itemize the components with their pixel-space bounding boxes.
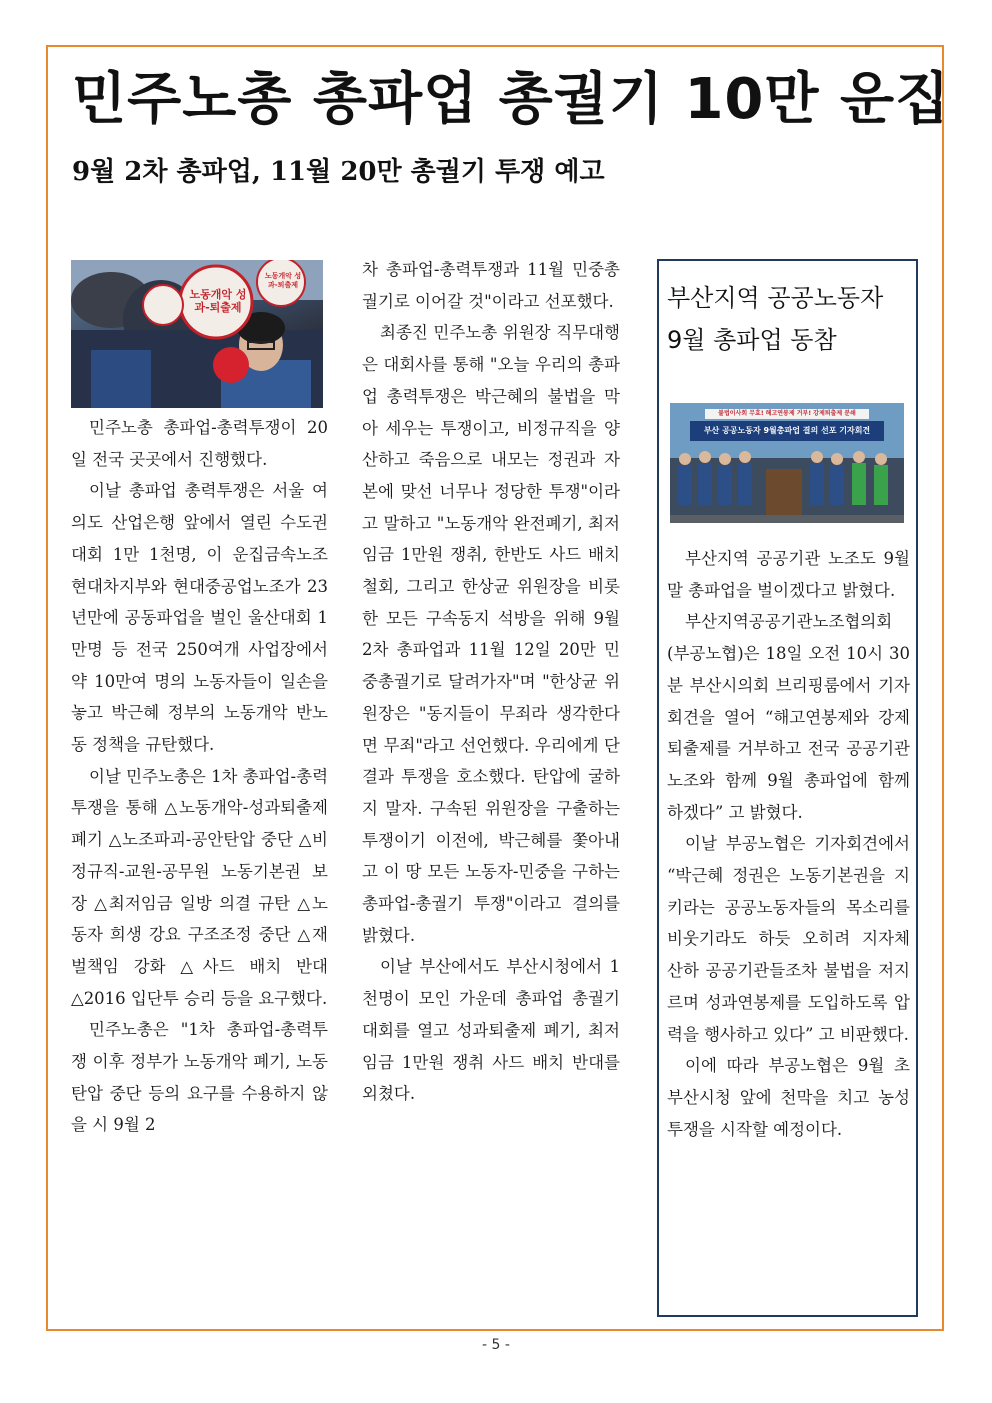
- page-number: - 5 -: [482, 1337, 510, 1353]
- protest-photo: [71, 260, 323, 408]
- article-paragraph: 차 총파업-총력투쟁과 11월 민중총궐기로 이어갈 것"이라고 선포했다.: [362, 260, 620, 311]
- photo-banner-top: 불법이사회 무효! 해고연봉제 거부! 강제퇴출제 분쇄: [718, 410, 856, 417]
- article-paragraph: 이날 민주노총은 1차 총파업-총력투쟁을 통해 △노동개악-성과퇴출제 폐기 △노조파괴-공안탄압 중단 △비정규직-교원-공무원 노동기본권 보장 △최저임금 일방 의결 규탄 △노동자 희생 강요 구조조정 중단 △재벌책임 강화 △사드 배치 반대 △2016 입단투 승리 등을 요구했다.: [71, 766, 329, 1008]
- sidebar-paragraph: 부산지역 공공기관 노조도 9월 말 총파업을 벌이겠다고 밝혔다.: [667, 549, 910, 600]
- sign-label-small: 노동개악 성과-퇴출제: [264, 272, 302, 289]
- sidebar-article: [667, 543, 910, 1145]
- subheadline: 9월 2차 총파업, 11월 20만 총궐기 투쟁 예고: [72, 157, 605, 187]
- photo-banner: 부산 공공노동자 9월총파업 결의 선포 기자회견: [703, 426, 871, 435]
- sidebar-title: [667, 277, 912, 361]
- article-column-1: [71, 412, 328, 1141]
- article-paragraph: 민주노총 총파업-총력투쟁이 20일 전국 곳곳에서 진행했다.: [71, 418, 328, 469]
- article-paragraph: 이날 총파업 총력투쟁은 서울 여의도 산업은행 앞에서 열린 수도권 대회 1만 1천명, 이 운집금속노조 현대차지부와 현대중공업노조가 23년만에 공동파업을 벌인 울산대회 1만명 등 전국 250여개 사업장에서 약 10만여 명의 노동자들이 일손을 놓고 박근혜 정부의 노동개악 반노동 정책을 규탄했다.: [71, 481, 328, 755]
- article-column-2: [362, 254, 620, 1110]
- sidebar-paragraph: 부산지역공공기관노조협의회(부공노협)은 18일 오전 10시 30분 부산시의회 브리핑룸에서 기자회견을 열어 “해고연봉제와 강제퇴출제를 거부하고 전국 공공기관 노조와 함께 9월 총파업에 함께 하겠다” 고 밝혔다.: [667, 612, 910, 822]
- article-paragraph: 최종진 민주노총 위원장 직무대행은 대회사를 통해 "오늘 우리의 총파업 총력투쟁은 박근혜의 불법을 막아 세우는 투쟁이고, 비정규직을 양산하고 죽음으로 내모는 정권과 자본에 맞선 너무나 정당한 투쟁"이라고 말하고 "노동개악 완전폐기, 최저임금 1만원 쟁취, 한반도 사드 배치 철회, 그리고 한상균 위원장을 비롯한 모든 구속동지 석방을 위해 9월 2차 총파업과 11월 12일 20만 민중총궐기로 달려가자"며 "한상균 위원장은 "동지들이 무죄라 생각한다면 무죄"라고 선언했다. 우리에게 단결과 투쟁을 호소했다. 탄압에 굴하지 말자. 구속된 위원장을 구출하는 투쟁이기 이전에, 박근혜를 쫓아내고 이 땅 모든 노동자-민중을 구하는 총파업-총궐기 투쟁"이라고 결의를 밝혔다.: [362, 323, 620, 945]
- sidebar-title-line2: 9월 총파업 동참: [667, 326, 837, 354]
- sign-label: 노동개악 성과-퇴출제: [189, 288, 247, 314]
- headline: 민주노총 총파업 총궐기 10만 운집: [72, 67, 951, 132]
- sidebar-paragraph: 이날 부공노협은 기자회견에서 “박근혜 정권은 노동기본권을 지키라는 공공노동자들의 목소리를 비웃기라도 하듯 오히려 지자체 산하 공공기관들조차 불법을 저지르며 성과연봉제를 도입하도록 압력을 행사하고 있다” 고 비판했다.: [667, 834, 910, 1044]
- sidebar-title-line1: 부산지역 공공노동자: [667, 284, 884, 312]
- article-paragraph: 이날 부산에서도 부산시청에서 1천명이 모인 가운데 총파업 총궐기대회를 열고 성과퇴출제 폐기, 최저임금 1만원 쟁취 사드 배치 반대를 외쳤다.: [362, 957, 620, 1104]
- article-paragraph: 민주노총은 "1차 총파업-총력투쟁 이후 정부가 노동개악 폐기, 노동탄압 중단 등의 요구를 수용하지 않을 시 9월 2: [71, 1020, 328, 1135]
- sidebar-paragraph: 이에 따라 부공노협은 9월 초 부산시청 앞에 천막을 치고 농성투쟁을 시작할 예정이다.: [667, 1056, 910, 1139]
- press-conference-photo: [670, 403, 904, 523]
